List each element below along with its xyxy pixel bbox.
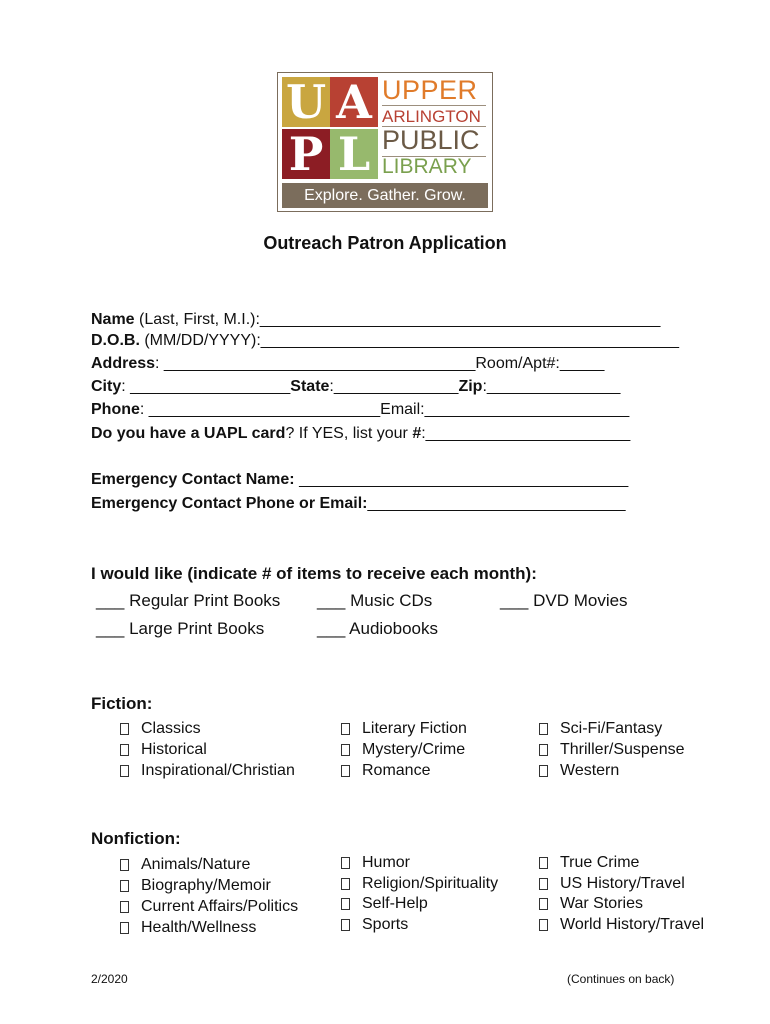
fiction-checkbox[interactable] — [120, 762, 295, 780]
checkbox-icon[interactable] — [120, 859, 129, 871]
zip-label: Zip — [458, 378, 483, 395]
checkbox-icon[interactable] — [120, 880, 129, 892]
fiction-checkbox[interactable] — [341, 762, 430, 780]
checkbox-label: Sci-Fi/Fantasy — [560, 720, 663, 737]
card-field-row[interactable] — [91, 424, 630, 444]
checkbox-icon[interactable] — [341, 898, 350, 910]
nonfiction-checkbox[interactable] — [341, 854, 410, 872]
fiction-checkbox[interactable] — [539, 720, 662, 738]
checkbox-label: Self-Help — [362, 895, 428, 912]
name-line[interactable]: _____________________________________________ — [259, 311, 661, 328]
checkbox-label: Classics — [141, 720, 201, 737]
nonfiction-checkbox[interactable] — [341, 916, 408, 934]
dob-hint: (MM/DD/YYYY): — [139, 332, 261, 349]
logo-word-public: PUBLIC — [382, 125, 480, 155]
dob-label: D.O.B. — [91, 332, 140, 349]
library-logo — [277, 72, 493, 212]
nonfiction-checkbox[interactable] — [341, 875, 498, 893]
nonfiction-checkbox[interactable] — [120, 877, 271, 895]
checkbox-icon[interactable] — [539, 857, 548, 869]
option-audiobooks[interactable]: ___ Audiobooks — [317, 619, 438, 638]
checkbox-icon[interactable] — [341, 765, 350, 777]
footer-date: 2/2020 — [91, 972, 128, 986]
checkbox-label: Biography/Memoir — [141, 877, 271, 894]
emergency-name-line[interactable]: _____________________________________ — [299, 471, 629, 488]
fiction-checkbox[interactable] — [341, 741, 465, 759]
address-field-row[interactable] — [91, 354, 604, 374]
checkbox-icon[interactable] — [539, 919, 548, 931]
city-state-zip-row[interactable] — [91, 377, 620, 397]
checkbox-label: US History/Travel — [560, 875, 685, 892]
nonfiction-checkbox[interactable] — [120, 856, 250, 874]
address-line[interactable]: : ___________________________________Room/Apt#:_____ — [155, 355, 605, 372]
city-label: City — [91, 378, 122, 395]
checkbox-label: Thriller/Suspense — [560, 741, 685, 758]
checkbox-label: Romance — [362, 762, 431, 779]
checkbox-label: Animals/Nature — [141, 856, 251, 873]
fiction-checkbox[interactable] — [539, 762, 619, 780]
zip-line[interactable]: :_______________ — [482, 378, 621, 395]
checkbox-icon[interactable] — [120, 723, 129, 735]
fiction-heading: Fiction: — [91, 694, 153, 713]
fiction-checkbox[interactable] — [341, 720, 467, 738]
checkbox-icon[interactable] — [120, 765, 129, 777]
logo-word-upper: UPPER — [382, 75, 478, 105]
logo-tile-p: P — [282, 129, 330, 179]
checkbox-icon[interactable] — [341, 878, 350, 890]
logo-word-library: LIBRARY — [382, 155, 472, 178]
checkbox-label: Literary Fiction — [362, 720, 467, 737]
option-dvd-movies[interactable]: ___ DVD Movies — [500, 591, 628, 610]
nonfiction-checkbox[interactable] — [120, 898, 298, 916]
checkbox-label: Mystery/Crime — [362, 741, 466, 758]
footer-continues: (Continues on back) — [567, 972, 675, 986]
logo-word-arlington: ARLINGTON — [382, 107, 481, 126]
phone-email-row[interactable] — [91, 400, 629, 420]
card-hash: # — [412, 425, 422, 442]
option-music-cds[interactable]: ___ Music CDs — [317, 591, 433, 610]
nonfiction-heading: Nonfiction: — [91, 829, 181, 848]
items-heading: I would like (indicate # of items to receive each month): — [91, 564, 537, 583]
emergency-phone-line[interactable]: _____________________________ — [367, 495, 626, 512]
checkbox-label: Religion/Spirituality — [362, 875, 499, 892]
checkbox-icon[interactable] — [341, 919, 350, 931]
checkbox-icon[interactable] — [539, 723, 548, 735]
checkbox-label: Sports — [362, 916, 409, 933]
emergency-phone-row[interactable] — [91, 494, 626, 514]
state-line[interactable]: :______________ — [329, 378, 459, 395]
checkbox-icon[interactable] — [539, 878, 548, 890]
logo-tagline: Explore. Gather. Grow. — [282, 183, 488, 208]
checkbox-icon[interactable] — [120, 922, 129, 934]
nonfiction-checkbox[interactable] — [539, 916, 704, 934]
checkbox-icon[interactable] — [539, 898, 548, 910]
checkbox-icon[interactable] — [341, 857, 350, 869]
fiction-checkbox[interactable] — [120, 741, 207, 759]
city-line[interactable]: : __________________ — [121, 378, 291, 395]
nonfiction-checkbox[interactable] — [120, 919, 256, 937]
checkbox-label: Humor — [362, 854, 411, 871]
option-regular-print[interactable]: ___ Regular Print Books — [96, 591, 281, 610]
checkbox-icon[interactable] — [341, 723, 350, 735]
logo-tile-l: L — [330, 129, 378, 179]
checkbox-label: World History/Travel — [560, 916, 705, 933]
page-title: Outreach Patron Application — [263, 233, 507, 253]
checkbox-label: War Stories — [560, 895, 643, 912]
logo-divider — [382, 105, 486, 106]
state-label: State — [290, 378, 330, 395]
fiction-checkbox[interactable] — [539, 741, 685, 759]
dob-field-row[interactable] — [91, 331, 679, 351]
checkbox-label: Current Affairs/Politics — [141, 898, 299, 915]
checkbox-label: Health/Wellness — [141, 919, 257, 936]
nonfiction-checkbox[interactable] — [539, 875, 685, 893]
checkbox-icon[interactable] — [539, 744, 548, 756]
fiction-checkbox[interactable] — [120, 720, 201, 738]
dob-line[interactable]: _______________________________________________ — [260, 332, 680, 349]
name-hint: (Last, First, M.I.): — [134, 311, 260, 328]
checkbox-label: True Crime — [560, 854, 640, 871]
checkbox-icon[interactable] — [341, 744, 350, 756]
checkbox-label: Western — [560, 762, 620, 779]
checkbox-label: Historical — [141, 741, 207, 758]
card-line[interactable]: :_______________________ — [421, 425, 631, 442]
card-mid: ? If YES, list your — [285, 425, 413, 442]
checkbox-label: Inspirational/Christian — [141, 762, 295, 779]
nonfiction-checkbox[interactable] — [539, 854, 639, 872]
address-label: Address — [91, 355, 156, 372]
phone-label: Phone — [91, 401, 140, 418]
checkbox-icon[interactable] — [539, 765, 548, 777]
nonfiction-checkbox[interactable] — [539, 895, 643, 913]
logo-tile-a: A — [330, 77, 378, 127]
emergency-name-label: Emergency Contact Name: — [91, 471, 300, 488]
emergency-name-row[interactable] — [91, 470, 628, 490]
checkbox-icon[interactable] — [120, 901, 129, 913]
option-large-print[interactable]: ___ Large Print Books — [96, 619, 265, 638]
phone-email-line[interactable]: : __________________________Email:_______________________ — [139, 401, 630, 418]
nonfiction-checkbox[interactable] — [341, 895, 428, 913]
emergency-phone-label: Emergency Contact Phone or Email: — [91, 495, 368, 512]
logo-tile-u: U — [282, 77, 330, 127]
checkbox-icon[interactable] — [120, 744, 129, 756]
name-field-row[interactable] — [91, 310, 660, 330]
card-label: Do you have a UAPL card — [91, 425, 286, 442]
name-label: Name — [91, 311, 135, 328]
